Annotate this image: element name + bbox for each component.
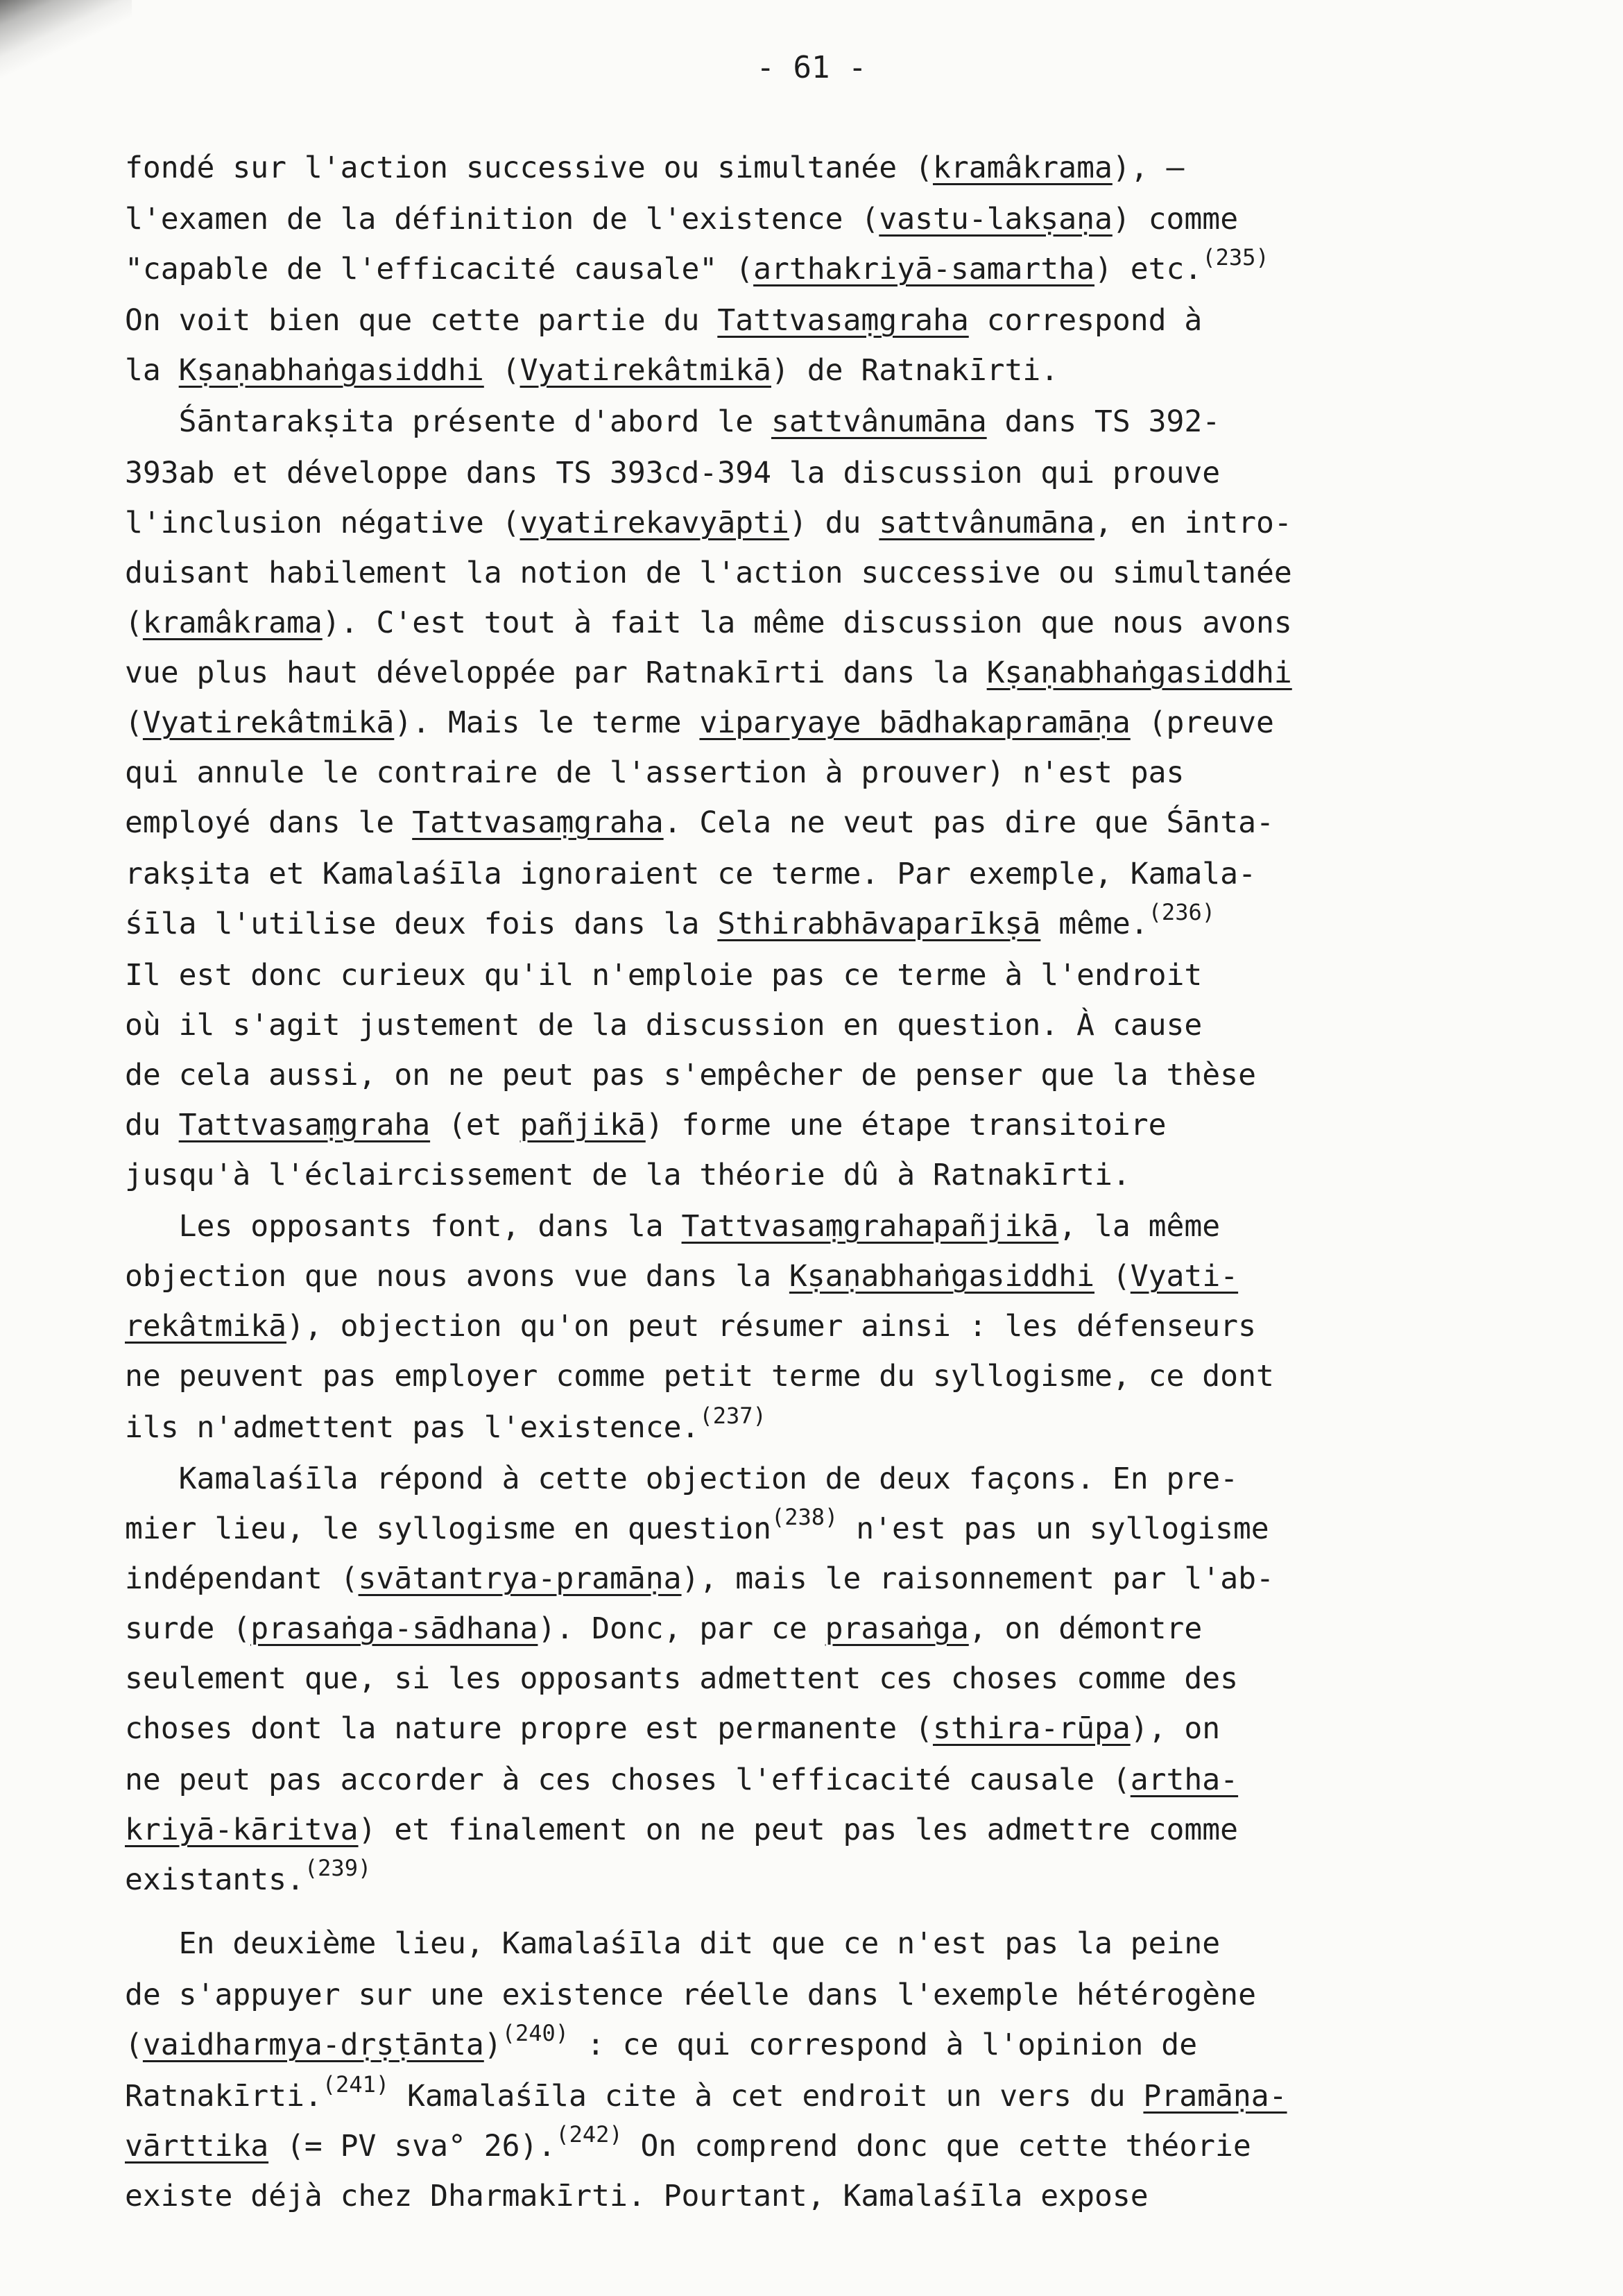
- underlined-term: vyatirekavyāpti: [519, 506, 789, 540]
- text-line: indépendant (svātantrya-pramāṇa), mais le raisonnement par l'ab-: [125, 1561, 1274, 1596]
- underlined-term: artha-: [1130, 1763, 1239, 1797]
- underlined-term: svātantrya-pramāṇa: [358, 1561, 682, 1596]
- text-line: employé dans le Tattvasaṃgraha. Cela ne veut pas dire que Śānta-: [125, 805, 1274, 840]
- text-line: qui annule le contraire de l'assertion à prouver) n'est pas: [125, 755, 1185, 790]
- text-line: duisant habilement la notion de l'action successive ou simultanée: [125, 556, 1292, 590]
- footnote-ref: (237): [699, 1403, 766, 1429]
- text-line: où il s'agit justement de la discussion en question. À cause: [125, 1008, 1203, 1043]
- footnote-ref: (239): [304, 1855, 372, 1881]
- text-line: jusqu'à l'éclaircissement de la théorie dû à Ratnakīrti.: [125, 1158, 1131, 1192]
- text-line: vārttika (= PV sva° 26).$^{(242)}$ On comprend donc que cette théorie: [125, 2121, 1251, 2164]
- underlined-term: viparyaye bādhakapramāṇa: [699, 705, 1131, 740]
- text-line: de s'appuyer sur une existence réelle dans l'exemple hétérogène: [125, 1978, 1256, 2012]
- underlined-term: pañjikā: [519, 1108, 646, 1142]
- footnote-ref: (235): [1202, 244, 1269, 271]
- underlined-term: Kṣaṇabhaṅgasiddhi: [789, 1259, 1094, 1294]
- text-line: rekâtmikā), objection qu'on peut résumer ainsi : les défenseurs: [125, 1309, 1256, 1344]
- text-line: l'examen de la définition de l'existence (vastu-lakṣaṇa) comme: [125, 202, 1239, 237]
- underlined-term: vastu-lakṣaṇa: [879, 202, 1113, 237]
- underlined-term: vaidharmya-dṛṣṭānta: [142, 2028, 484, 2062]
- underlined-term: Vyatirekâtmikā: [519, 353, 771, 388]
- underlined-term: Kṣaṇabhaṅgasiddhi: [986, 656, 1292, 690]
- underlined-term: Tattvasaṃgraha: [717, 303, 969, 338]
- underlined-term: Kṣaṇabhaṅgasiddhi: [178, 353, 484, 388]
- text-line: (Vyatirekâtmikā). Mais le terme viparyaye bādhakapramāṇa (preuve: [125, 705, 1274, 740]
- footnote-ref: (236): [1148, 899, 1215, 925]
- text-line: choses dont la nature propre est permanente (sthira-rūpa), on: [125, 1711, 1221, 1746]
- text-line: Les opposants font, dans la Tattvasaṃgrahapañjikā, la même: [125, 1209, 1221, 1244]
- text-line: rakṣita et Kamalaśīla ignoraient ce terme. Par exemple, Kamala-: [125, 857, 1256, 891]
- underlined-term: rekâtmikā: [125, 1309, 286, 1344]
- footnote-ref: (242): [556, 2121, 623, 2148]
- underlined-term: sattvânumāna: [771, 404, 987, 439]
- text-line: existants.$^{(239)}$: [125, 1855, 372, 1897]
- underlined-term: sthira-rūpa: [932, 1711, 1131, 1746]
- underlined-term: Sthirabhāvaparīkṣā: [717, 907, 1041, 941]
- text-line: 393ab et développe dans TS 393cd-394 la discussion qui prouve: [125, 456, 1221, 490]
- text-line: On voit bien que cette partie du Tattvasaṃgraha correspond à: [125, 303, 1203, 338]
- text-line: "capable de l'efficacité causale" (arthakriyā-samartha) etc.$^{(235)}$: [125, 244, 1269, 286]
- text-line: En deuxième lieu, Kamalaśīla dit que ce n'est pas la peine: [125, 1926, 1221, 1961]
- page-number: - 61 -: [756, 50, 867, 85]
- text-line: de cela aussi, on ne peut pas s'empêcher de penser que la thèse: [125, 1058, 1256, 1093]
- underlined-term: arthakriyā-samartha: [753, 252, 1094, 286]
- underlined-term: prasaṅga: [825, 1611, 969, 1646]
- underlined-term: Tattvasaṃgraha: [178, 1108, 431, 1142]
- underlined-term: sattvânumāna: [879, 506, 1094, 540]
- text-line: l'inclusion négative (vyatirekavyāpti) du sattvânumāna, en intro-: [125, 506, 1292, 540]
- text-line: du Tattvasaṃgraha (et pañjikā) forme une étape transitoire: [125, 1108, 1167, 1142]
- footnote-ref: (241): [322, 2071, 390, 2098]
- footnote-ref: (238): [771, 1504, 839, 1530]
- text-line: śīla l'utilise deux fois dans la Sthirabhāvaparīkṣā même.$^{(236)}$: [125, 899, 1215, 941]
- text-line: (kramâkrama). C'est tout à fait la même discussion que nous avons: [125, 606, 1292, 640]
- text-line: Kamalaśīla répond à cette objection de deux façons. En pre-: [125, 1462, 1239, 1496]
- text-line: Ratnakīrti.$^{(241)}$ Kamalaśīla cite à cet endroit un vers du Pramāṇa-: [125, 2071, 1287, 2114]
- underlined-term: Pramāṇa-: [1143, 2079, 1287, 2114]
- text-line: la Kṣaṇabhaṅgasiddhi (Vyatirekâtmikā) de Ratnakīrti.: [125, 353, 1059, 388]
- text-line: kriyā-kāritva) et finalement on ne peut pas les admettre comme: [125, 1813, 1239, 1847]
- text-line: ils n'admettent pas l'existence.$^{(237)}$: [125, 1403, 766, 1445]
- text-line: ne peut pas accorder à ces choses l'efficacité causale (artha-: [125, 1763, 1239, 1797]
- text-line: Śāntarakṣita présente d'abord le sattvânumāna dans TS 392-: [125, 404, 1221, 439]
- text-line: ne peuvent pas employer comme petit terme du syllogisme, ce dont: [125, 1359, 1274, 1394]
- text-line: mier lieu, le syllogisme en question$^{(238)}$ n'est pas un syllogisme: [125, 1504, 1269, 1546]
- text-line: existe déjà chez Dharmakīrti. Pourtant, Kamalaśīla expose: [125, 2179, 1149, 2213]
- underlined-term: Tattvasaṃgrahapañjikā: [681, 1209, 1059, 1244]
- underlined-term: Tattvasaṃgraha: [412, 805, 664, 840]
- text-line: surde (prasaṅga-sādhana). Donc, par ce prasaṅga, on démontre: [125, 1611, 1203, 1646]
- underlined-term: kriyā-kāritva: [125, 1813, 359, 1847]
- text-line: Il est donc curieux qu'il n'emploie pas ce terme à l'endroit: [125, 958, 1203, 993]
- text-line: vue plus haut développée par Ratnakīrti dans la Kṣaṇabhaṅgasiddhi: [125, 656, 1292, 690]
- underlined-term: kramâkrama: [932, 151, 1113, 185]
- text-line: fondé sur l'action successive ou simultanée (kramâkrama), —: [125, 151, 1185, 185]
- text-line: objection que nous avons vue dans la Kṣaṇabhaṅgasiddhi (Vyati-: [125, 1259, 1239, 1294]
- underlined-term: vārttika: [125, 2129, 269, 2164]
- footnote-ref: (240): [501, 2020, 569, 2046]
- underlined-term: Vyatirekâtmikā: [142, 705, 395, 740]
- underlined-term: prasaṅga-sādhana: [250, 1611, 538, 1646]
- text-line: (vaidharmya-dṛṣṭānta)$^{(240)}$ : ce qui correspond à l'opinion de: [125, 2020, 1198, 2062]
- text-line: seulement que, si les opposants admettent ces choses comme des: [125, 1661, 1239, 1696]
- underlined-term: Vyati-: [1130, 1259, 1239, 1294]
- underlined-term: kramâkrama: [142, 606, 323, 640]
